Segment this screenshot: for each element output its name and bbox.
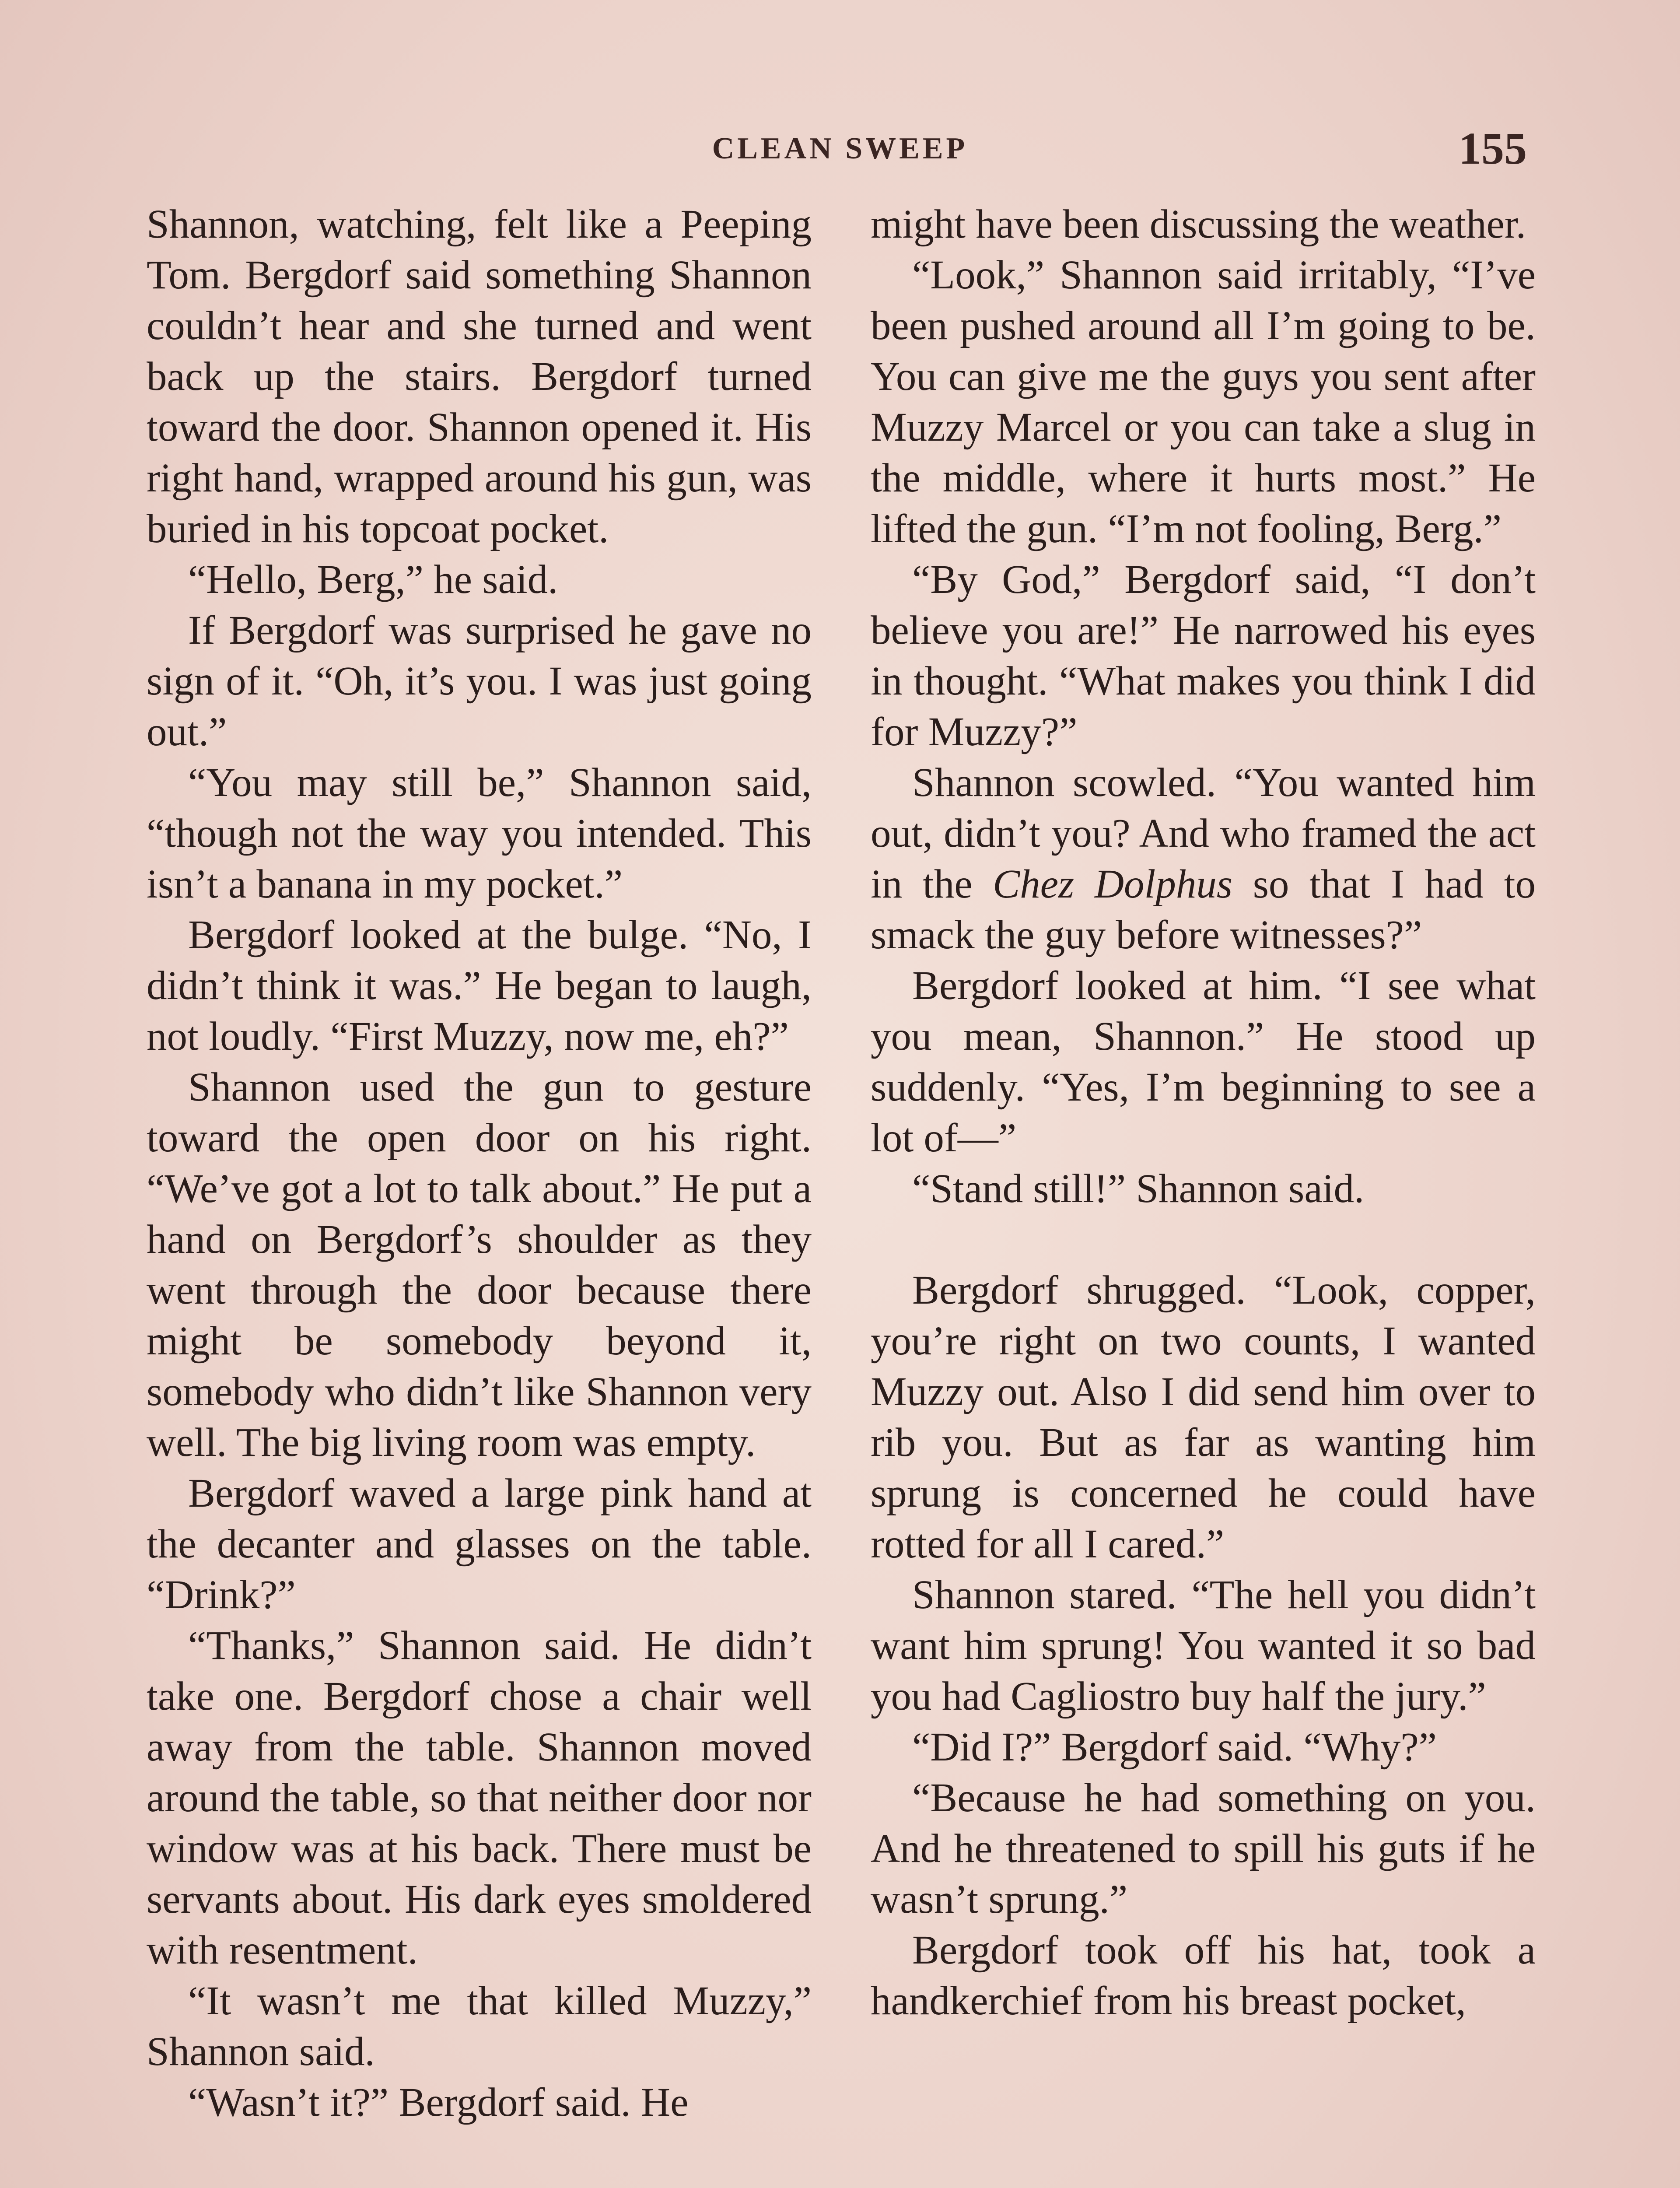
- italic-venue-name: Chez Dolphus: [993, 862, 1233, 907]
- paragraph: “You may still be,” Shannon said, “though not the way you intended. This isn’t a banana in my pocket.”: [147, 760, 812, 907]
- paragraph: “Thanks,” Shannon said. He didn’t take one. Bergdorf chose a chair well away from the table. Shannon moved around the table, so that neither door nor window was at his back. There must be servants about. His dark eyes smoldered with resentment.: [147, 1623, 812, 1973]
- paragraph: “Did I?” Bergdorf said. “Why?”: [912, 1725, 1437, 1770]
- paragraph: Bergdorf waved a large pink hand at the decanter and glasses on the table. “Drink?”: [147, 1471, 812, 1617]
- paragraph: “Stand still!” Shannon said.: [912, 1166, 1365, 1211]
- page-number: 155: [1459, 123, 1527, 174]
- paragraph: Bergdorf shrugged. “Look, copper, you’re right on two counts, I wanted Muzzy out. Also I did send him over to rib you. But as far as wanting him sprung is concerned he could have rotted for all I cared.”: [871, 1268, 1536, 1567]
- paragraph: Bergdorf took off his hat, took a handkerchief from his breast pocket,: [871, 1928, 1536, 2023]
- paragraph: “Look,” Shannon said irritably, “I’ve been pushed around all I’m going to be. You can give me the guys you sent after Muzzy Marcel or you can take a slug in the middle, where it hurts most.” He lifted the gun. “I’m not fooling, Berg.”: [871, 252, 1536, 551]
- running-title: CLEAN SWEEP: [712, 132, 968, 165]
- paragraph: “By God,” Bergdorf said, “I don’t believe you are!” He narrowed his eyes in thought. “What makes you think I did for Muzzy?”: [871, 557, 1536, 754]
- paragraph: Bergdorf looked at the bulge. “No, I didn’t think it was.” He began to laugh, not loudly. “First Muzzy, now me, eh?”: [147, 912, 812, 1059]
- paragraph: “Hello, Berg,” he said.: [188, 557, 558, 602]
- paragraph: Bergdorf looked at him. “I see what you mean, Shannon.” He stood up suddenly. “Yes, I’m beginning to see a lot of—”: [871, 963, 1536, 1161]
- paragraph: [871, 757, 1536, 961]
- section-break: [871, 1214, 1536, 1265]
- right-column: [871, 199, 1536, 2027]
- paragraph: If Bergdorf was surprised he gave no sign of it. “Oh, it’s you. I was just going out.”: [147, 608, 812, 754]
- paragraph: might have been discussing the weather.: [871, 202, 1526, 247]
- left-column: [147, 199, 812, 2128]
- paragraph: Shannon stared. “The hell you didn’t want him sprung! You wanted it so bad you had Cagliostro buy half the jury.”: [871, 1572, 1536, 1719]
- paragraph: Shannon used the gun to gesture toward the open door on his right. “We’ve got a lot to talk about.” He put a hand on Bergdorf’s shoulder as they went through the door because there might be somebody beyond it, somebody who didn’t like Shannon very well. The big living room was empty.: [147, 1065, 812, 1465]
- paragraph-text: so that I had to smack the guy before witnesses?”: [871, 862, 1536, 957]
- paragraph: “Because he had something on you. And he threatened to spill his guts if he wasn’t sprung.”: [871, 1775, 1536, 1922]
- paragraph-text: Shannon scowled. “You wanted him out, didn’t you? And who framed the act in the: [871, 760, 1536, 907]
- paragraph: “It wasn’t me that killed Muzzy,” Shannon said.: [147, 1978, 812, 2074]
- page-header: [149, 123, 1531, 179]
- paragraph: Shannon, watching, felt like a Peeping Tom. Bergdorf said something Shannon couldn’t hear and she turned and went back up the stairs. Bergdorf turned toward the door. Shannon opened it. His right hand, wrapped around his gun, was buried in his topcoat pocket.: [147, 202, 812, 551]
- paragraph: “Wasn’t it?” Bergdorf said. He: [188, 2080, 689, 2125]
